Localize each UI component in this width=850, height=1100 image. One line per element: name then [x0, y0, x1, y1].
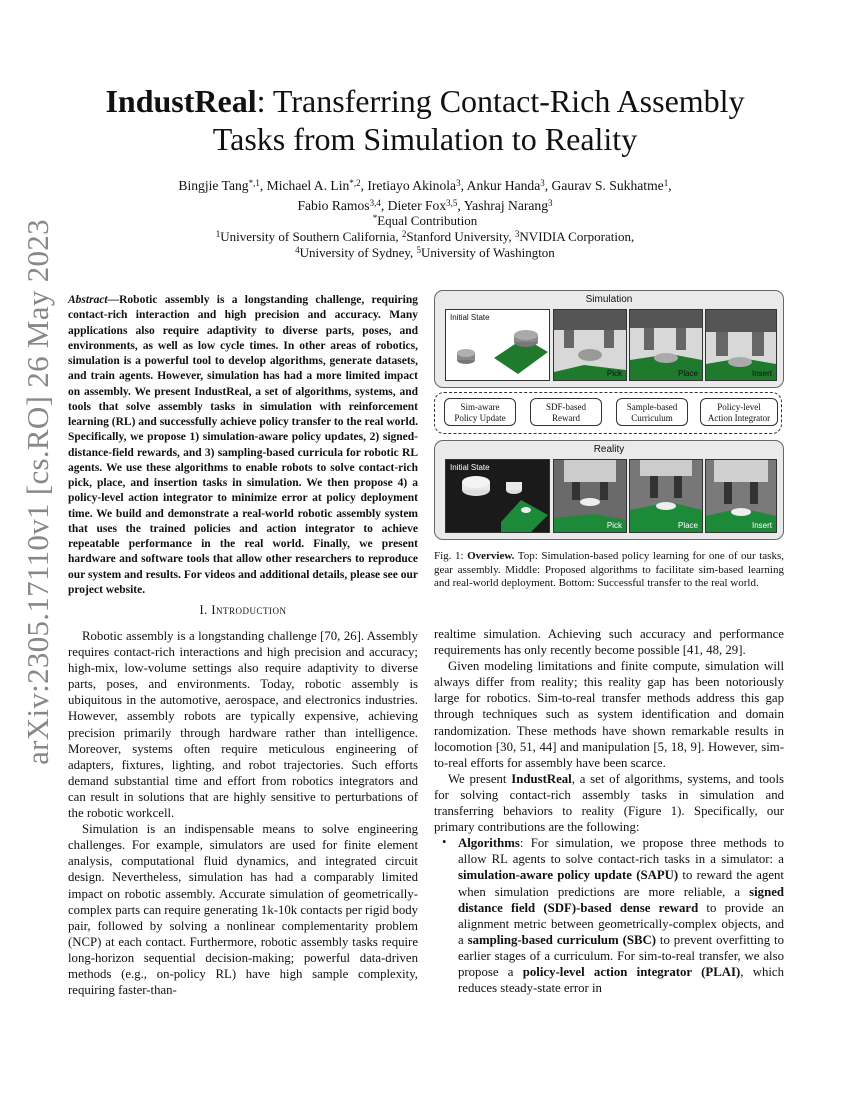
arxiv-stamp — [18, 219, 58, 765]
sim-label-insert: Insert — [751, 369, 772, 378]
sim-label-initial: Initial State — [450, 313, 490, 322]
author-list — [60, 176, 790, 216]
figure-caption: Fig. 1: Overview. Top: Simulation-based policy learning for one of our tasks, gear assembly. Middle: Proposed algorithms to facilitate sim-based learning and real-world deployment. Bottom: Successful transfer to the real world. — [434, 550, 784, 589]
sim-insert-image — [705, 309, 777, 381]
section-heading: I. Introduction — [199, 603, 287, 617]
real-label-pick: Pick — [606, 521, 622, 530]
abstract-label: Abstract — [68, 294, 108, 306]
contribution-bullet: • Algorithms: For simulation, we propose three methods to allow RL agents to solve contact-rich tasks in a simulator: a simulation-aware policy update (SAPU) to reward the agent when simulation predictions are more reliable, a signed distance field (SDF)-based dense reward to provide an alignment metric between geometrically-complex objects, and a sampling-based curriculum (SBC) to prevent overfitting to earlier stages of a curriculum. For sim-to-real transfer, we also propose a policy-level action integrator (PLAI), which reduces steady-state error in — [442, 835, 785, 996]
intro-column-2 — [434, 626, 784, 996]
author-name: Iretiayo Akinola — [367, 178, 457, 193]
equal-contribution: *Equal Contribution — [372, 213, 478, 228]
real-initial-image — [445, 459, 550, 533]
sim-label-pick: Pick — [606, 369, 622, 378]
author-name: Fabio Ramos — [297, 198, 370, 213]
sim-place-image — [629, 309, 703, 381]
algo-sbc: Sample-based Curriculum — [616, 398, 688, 426]
paragraph: realtime simulation. Achieving such accuracy and performance requirements has only recently become possible [41, 48, 29]. — [434, 627, 784, 658]
affiliation-name: Stanford University, — [406, 229, 515, 244]
affiliations — [60, 213, 790, 261]
real-label-insert: Insert — [751, 521, 772, 530]
paper-title — [60, 82, 790, 158]
paragraph: We present IndustReal, a set of algorithms, systems, and tools for solving contact-rich assembly tasks in simulation and transferring behaviors to reality (Figure 1). Specifically, our primary contributions are the following: — [434, 771, 784, 835]
algo-plai: Policy-level Action Integrator — [700, 398, 778, 426]
author-name: Gaurav S. Sukhatme — [551, 178, 664, 193]
author-line-1: Bingjie Tang$^{*,1}$, Michael A. Lin$^{*,2}$, Iretiayo Akinola$^3$, Ankur Handa$^3$, Gaurav S. Sukhatme$^1$, — [178, 178, 672, 193]
intro-column-1 — [68, 628, 418, 998]
arxiv-id: arXiv:2305.17110v1 [cs.RO] 26 May 2023 — [20, 219, 55, 765]
author-name: Dieter Fox — [387, 198, 447, 213]
author-name: Ankur Handa — [466, 178, 541, 193]
abstract — [68, 293, 418, 598]
paragraph: Robotic assembly is a longstanding challenge [70, 26]. Assembly requires contact-rich interactions and high precision and accuracy; high-mix, low-volume settings also require adaptivity to diverse parts, poses, and environments. Today, robotic assembly is ubiquitous in the automotive, aerospace, and electronics industries. However, assembly robots are typically expensive, achieving precision primarily through hardware rather than intelligence. Moreover, systems often require meticulous engineering of adapters, fixtures, lighting, and robot trajectories. Such efforts demand substantial time and effort from robotics integrators and can result in solutions that are highly sensitive to perturbations of the robotic workcell. — [68, 629, 418, 821]
abstract-text: —Robotic assembly is a longstanding challenge, requiring contact-rich interaction and high precision and accuracy. Many applications also require adaptivity to diverse parts, poses, and environments, as well as low cycle times. In other areas of robotics, simulation is a powerful tool to develop algorithms, generate datasets, and train agents. However, simulation has had a more limited impact on assembly. We present IndustReal, a set of algorithms, systems, and tools that solve assembly tasks in simulation with reinforcement learning (RL) and successfully achieve policy transfer to the real world. Specifically, we propose 1) simulation-aware policy updates, 2) signed-distance-field rewards, and 3) sampling-based curricula for robotic RL agents. We use these algorithms to enable robots to solve contact-rich pick, place, and insertion tasks in simulation. We then propose 4) a policy-level action integrator to minimize error at policy deployment time. We build and demonstrate a real-world robotic assembly system that uses the trained policies and action integrator to achieve repeatable performance in the real world. Finally, we present hardware and software tools that allow other researchers to reproduce our system and results. For videos and additional details, please see our project website. — [68, 294, 418, 596]
title-bold: IndustReal — [105, 83, 257, 119]
algo-sapu: Sim-aware Policy Update — [444, 398, 516, 426]
paragraph: Simulation is an indispensable means to solve engineering challenges. For example, simulators are used for finite element analysis, computational fluid dynamics, and integrated circuit design. Nevertheless, simulation has had a comparably limited impact on robotic assembly. Accurate simulation of geometrically-complex parts can require generating 1k-10k contacts per rigid body pair, followed by solving a nonlinear complementarity problem (NCP) at each contact. Furthermore, robotic assembly tasks require long-horizon sequential decision-making; powerful data-driven methods (e.g., on-policy RL) have high sample complexity, requiring faster-than- — [68, 822, 419, 998]
affiliation-name: University of Sydney, — [299, 245, 417, 260]
author-name: Yashraj Narang — [463, 198, 549, 213]
simulation-title: Simulation — [585, 294, 633, 305]
title-line2: Tasks from Simulation to Reality — [212, 121, 638, 157]
author-name: Michael A. Lin — [266, 178, 350, 193]
affiliation-name: University of Southern California, — [220, 229, 402, 244]
title-rest: : Transferring Contact-Rich Assembly — [256, 83, 745, 119]
real-insert-image — [705, 459, 777, 533]
affiliation-line-1: $^1$University of Southern California, $^2$Stanford University, $^3$NVIDIA Corporation, — [215, 229, 635, 244]
paragraph: Given modeling limitations and finite compute, simulation will always differ from reality; this reality gap has been notoriously large for robotics. Sim-to-real transfer methods address this gap through techniques such as system identification and domain randomization. These methods have shown remarkable results in locomotion [30, 51, 44] and manipulation [5, 18, 9]. However, sim-to-real efforts for assembly have been scarce. — [434, 659, 784, 770]
real-pick-image — [553, 459, 627, 533]
affiliation-name: University of Washington — [421, 245, 555, 260]
real-label-initial: Initial State — [450, 463, 490, 472]
real-label-place: Place — [677, 521, 698, 530]
author-name: Bingjie Tang — [178, 178, 249, 193]
sim-label-place: Place — [677, 369, 698, 378]
figure-overview — [434, 290, 784, 548]
sim-initial-image — [445, 309, 550, 381]
reality-panel — [434, 440, 784, 540]
affiliation-name: NVIDIA Corporation, — [519, 229, 635, 244]
sim-pick-image — [553, 309, 627, 381]
author-line-2: Fabio Ramos$^{3,4}$, Dieter Fox$^{3,5}$, Yashraj Narang$^3$ — [297, 198, 553, 213]
reality-title: Reality — [593, 444, 625, 455]
real-place-image — [629, 459, 703, 533]
affiliation-line-2: $^4$University of Sydney, $^5$University of Washington — [295, 245, 555, 260]
simulation-panel — [434, 290, 784, 388]
algo-sdf-reward: SDF-based Reward — [530, 398, 602, 426]
